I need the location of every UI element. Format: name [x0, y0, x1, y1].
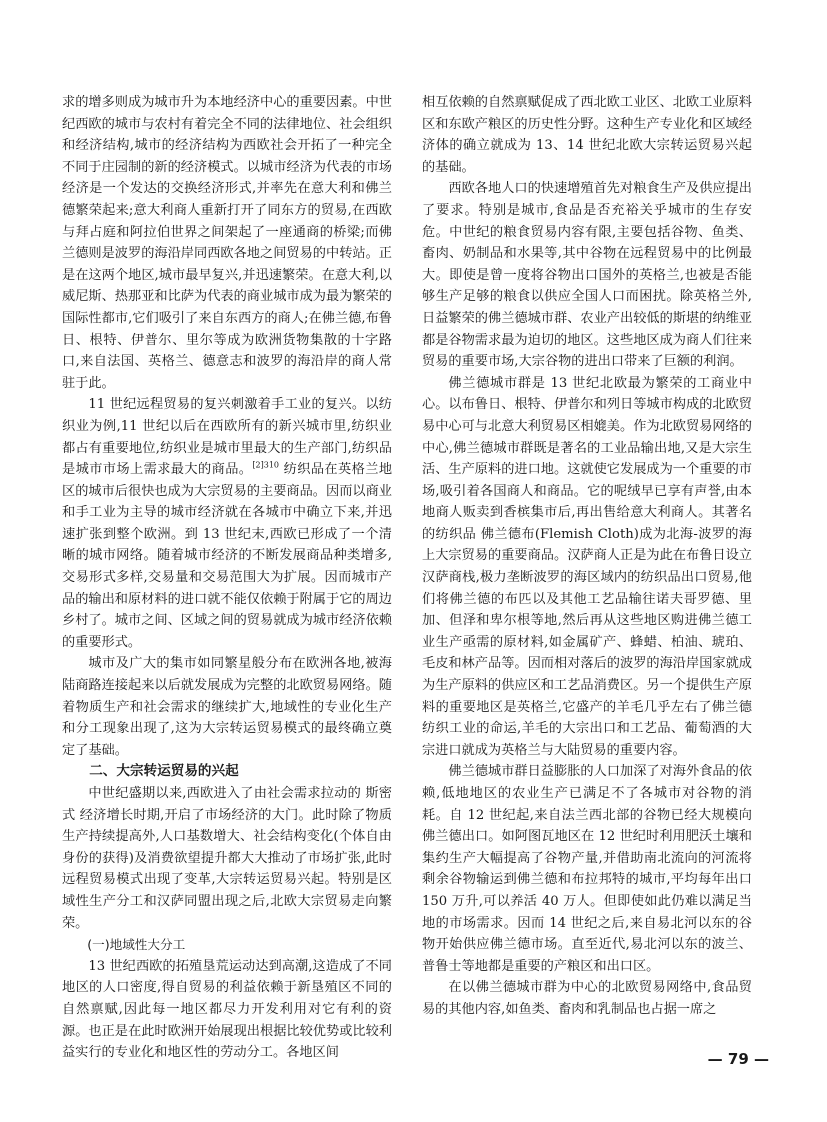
- citation-ref: [2]310: [252, 460, 280, 470]
- paragraph: 佛兰德城市群日益膨胀的人口加深了对海外食品的依赖,低地地区的农业生产已满足不了各城市对谷物的消耗。自 12 世纪起,来自法兰西北部的谷物已经大规模向佛兰德出口。如阿图瓦地区在 12 世纪时利用肥沃土壤和集约生产大幅提高了谷物产量,并借助南北流向的河流将剩余谷物输运到佛兰德和布拉邦特的城市,平均每年出口 150 万升,可以养活 40 万人。但即使如此仍难以满足当地的市场需求。因而 14 世纪之后,来自易北河以东的谷物开始供应佛兰德市场。直至近代,易北河以东的波兰、普鲁士等地都是重要的产粮区和出口区。: [422, 764, 752, 974]
- section-heading: 二、大宗转运贸易的兴起: [89, 763, 239, 780]
- paragraph: 城市及广大的集市如同繁星般分布在欧洲各地,被海陆商路连接起来以后就发展成为完整的北欧贸易网络。随着物质生产和社会需求的继续扩大,地域性的专业化生产和分工现象出现了,这为大宗转运贸易模式的最终确立奠定了基础。: [62, 656, 392, 758]
- paragraph-text: 纺织品在英格兰地区的城市后很快也成为大宗贸易的主要商品。因而以商业和手工业为主导的城市经济就在各城市中确立下来,并迅速扩张到整个欧洲。到 13 世纪末,西欧已形成了一个清晰的城市网络。随着城市经济的不断发展商品种类增多,交易形式多样,交易量和交易范围大为扩展。因而城市产品的输出和原材料的进口就不能仅依赖于附属于它的周边乡村了。城市之间、区域之间的贸易就成为城市经济依赖的重要形式。: [62, 462, 393, 650]
- paragraph: 中世纪盛期以来,西欧进入了由社会需求拉动的 斯密式 经济增长时期,开启了市场经济的大门。此时除了物质生产持续提高外,人口基数增大、社会结构变化(个体自由身份的获得)及消费欲望提升都大大推动了市场扩张,此时远程贸易模式出现了变革,大宗转运贸易兴起。特别是区域性生产分工和汉萨同盟出现之后,北欧大宗贸易走向繁荣。: [62, 786, 392, 931]
- left-column: [62, 92, 392, 1064]
- paragraph: 在以佛兰德城市群为中心的北欧贸易网络中,食品贸易的其他内容,如鱼类、畜肉和乳制品也占据一席之: [422, 980, 752, 1017]
- paragraph: 求的增多则成为城市升为本地经济中心的重要因素。中世纪西欧的城市与农村有着完全不同的法律地位、社会组织和经济结构,城市的经济结构为西欧社会开拓了一种完全不同于庄园制的新的经济模式。以城市经济为代表的市场经济是一个发达的交换经济形式,并率先在意大利和佛兰德繁荣起来;意大利商人重新打开了同东方的贸易,在西欧与拜占庭和阿拉伯世界之间架起了一座通商的桥梁;而佛兰德则是波罗的海沿岸同西欧各地之间贸易的中转站。正是在这两个地区,城市最早复兴,并迅速繁荣。在意大利,以威尼斯、热那亚和比萨为代表的商业城市成为最为繁荣的国际性都市,它们吸引了来自东西方的商人;在佛兰德,布鲁日、根特、伊普尔、里尔等成为欧洲货物集散的十字路口,来自法国、英格兰、德意志和波罗的海沿岸的商人常驻于此。: [62, 95, 392, 391]
- paragraph: 西欧各地人口的快速增殖首先对粮食生产及供应提出了要求。特别是城市,食品是否充裕关乎城市的生存安危。中世纪的粮食贸易内容有限,主要包括谷物、鱼类、畜肉、奶制品和水果等,其中谷物在远程贸易中的比例最大。即使是曾一度将谷物出口国外的英格兰,也被是否能够生产足够的粮食以供应全国人口而困扰。除英格兰外,日益繁荣的佛兰德城市群、农业产出较低的斯堪的纳维亚都是谷物需求最为迫切的地区。这些地区成为商人们往来贸易的重要市场,大宗谷物的进出口带来了巨额的利润。: [422, 181, 752, 370]
- right-column: [422, 92, 752, 1021]
- page-number: — 79 —: [707, 1050, 769, 1068]
- paragraph: 相互依赖的自然禀赋促成了西北欧工业区、北欧工业原料区和东欧产粮区的历史性分野。这种生产专业化和区域经济体的确立就成为 13、14 世纪北欧大宗转运贸易兴起的基础。: [422, 95, 752, 175]
- paragraph-text: 11 世纪远程贸易的复兴刺激着手工业的复兴。以纺织业为例,11 世纪以后在西欧所有的新兴城市里,纺织业都占有重要地位,纺织业是城市里最大的生产部门,纺织品是城市市场上需求最大的商品。: [62, 397, 392, 478]
- subsection-heading: (一)地域性大分工: [87, 937, 186, 953]
- paragraph: [62, 394, 392, 653]
- paragraph: 佛兰德城市群是 13 世纪北欧最为繁荣的工商业中心。以布鲁日、根特、伊普尔和列日等城市构成的北欧贸易中心可与北意大利贸易区相媲美。作为北欧贸易网络的中心,佛兰德城市群既是著名的工业品输出地,又是大宗生活、生产原料的进口地。这就使它发展成为一个重要的市场,吸引着各国商人和商品。它的呢绒早已享有声誉,由本地商人贩卖到香槟集市后,再出售给意大利商人。其著名的纺织品 佛兰德布(Flemish Cloth)成为北海-波罗的海上大宗贸易的重要商品。汉萨商人正是为此在布鲁日设立汉萨商栈,极力垄断波罗的海区域内的纺织品出口贸易,他们将佛兰德的布匹以及其他工艺品输往诺夫哥罗德、里加、但泽和卑尔根等地,然后再从这些地区购进佛兰德工业生产亟需的原材料,如金属矿产、蜂蜡、柏油、琥珀、毛皮和林产品等。因而相对落后的波罗的海沿岸国家就成为生产原料的供应区和工艺品消费区。另一个提供生产原料的重要地区是英格兰,它盛产的羊毛几乎左右了佛兰德纺织工业的命运,羊毛的大宗出口和工艺品、葡萄酒的大宗进口就成为英格兰与大陆贸易的重要内容。: [422, 375, 752, 758]
- paragraph: 13 世纪西欧的拓殖垦荒运动达到高潮,这造成了不同地区的人口密度,得自贸易的利益依赖于新垦殖区不同的自然禀赋,因此每一地区都尽力开发利用对它有利的资源。也正是在此时欧洲开始展现出根据比较优势或比较利益实行的专业化和地区性的劳动分工。各地区间: [62, 958, 392, 1061]
